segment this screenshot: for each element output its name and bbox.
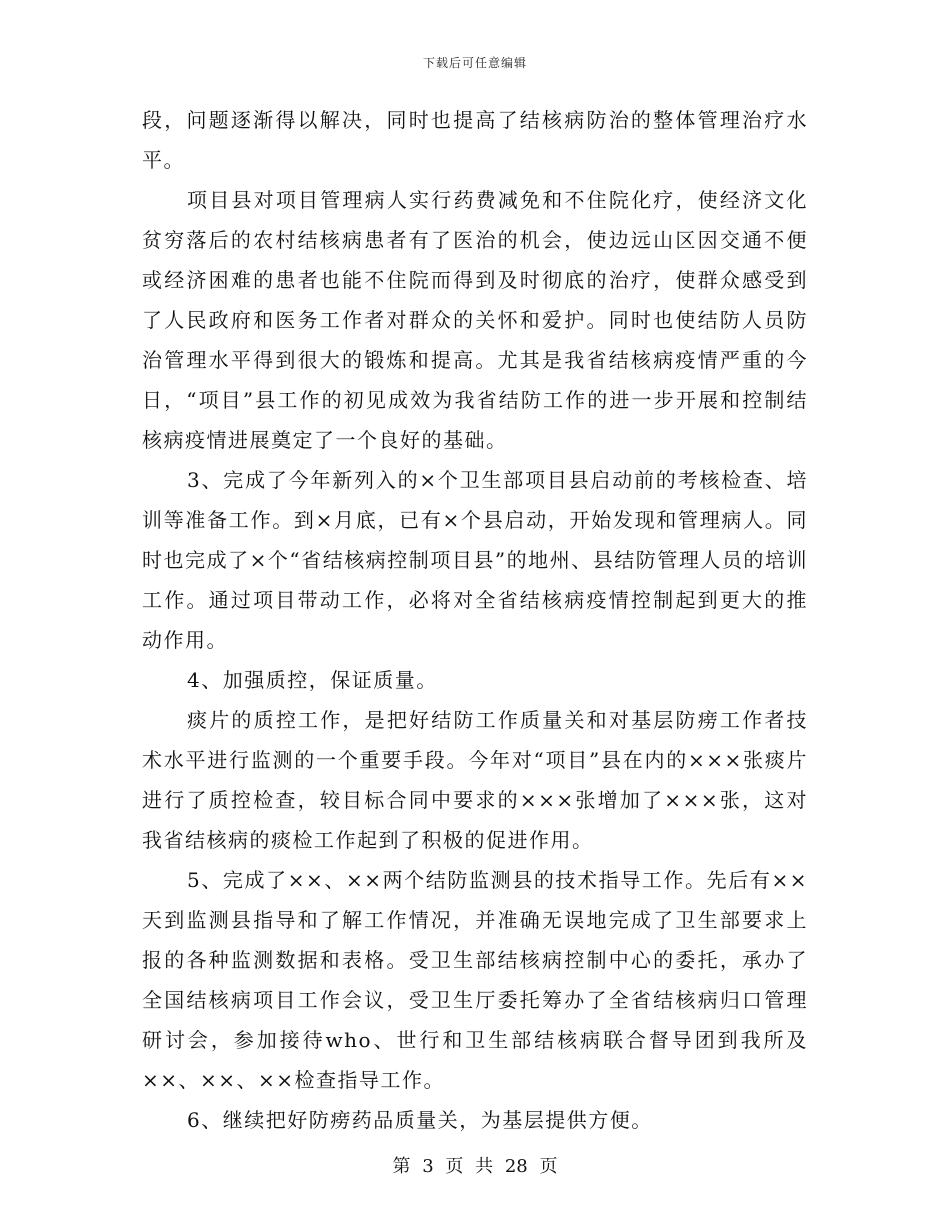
- paragraph-item-3: 3、完成了今年新列入的×个卫生部项目县启动前的考核检查、培训等准备工作。到×月底，已有×个县启动，开始发现和管理病人。同时也完成了×个“省结核病控制项目县”的地州、县结防管理人员的培训工作。通过项目带动工作，必将对全省结核病疫情控制起到更大的推动作用。: [142, 468, 808, 652]
- paragraph-continuation: 段，问题逐渐得以解决，同时也提高了结核病防治的整体管理治疗水平。: [142, 108, 808, 172]
- document-body: [142, 100, 808, 1140]
- paragraph-item-5: 5、完成了××、××两个结防监测县的技术指导工作。先后有××天到监测县指导和了解工作情况，并准确无误地完成了卫生部要求上报的各种监测数据和表格。受卫生部结核病控制中心的委托，承办了全国结核病项目工作会议，受卫生厅委托筹办了全省结核病归口管理研讨会，参加接待who、世行和卫生部结核病联合督导团到我所及××、××、××检查指导工作。: [142, 868, 808, 1092]
- paragraph-item-4-heading: 4、加强质控，保证质量。: [187, 668, 438, 692]
- page-header: 下载后可任意编辑: [422, 56, 527, 70]
- paragraph-item-6: 6、继续把好防痨药品质量关，为基层提供方便。: [187, 1108, 653, 1132]
- paragraph-quality-control: 痰片的质控工作，是把好结防工作质量关和对基层防痨工作者技术水平进行监测的一个重要手段。今年对“项目”县在内的×××张痰片进行了质控检查，较目标合同中要求的×××张增加了×××张，这对我省结核病的痰检工作起到了积极的促进作用。: [142, 708, 808, 852]
- paragraph-project-county: 项目县对项目管理病人实行药费减免和不住院化疗，使经济文化贫穷落后的农村结核病患者有了医治的机会，使边远山区因交通不便或经济困难的患者也能不住院而得到及时彻底的治疗，使群众感受到了人民政府和医务工作者对群众的关怀和爱护。同时也使结防人员防治管理水平得到很大的锻炼和提高。尤其是我省结核病疫情严重的今日，“项目”县工作的初见成效为我省结防工作的进一步开展和控制结核病疫情进展奠定了一个良好的基础。: [142, 188, 808, 452]
- page-footer: 第 3 页 共 28 页: [392, 1156, 558, 1177]
